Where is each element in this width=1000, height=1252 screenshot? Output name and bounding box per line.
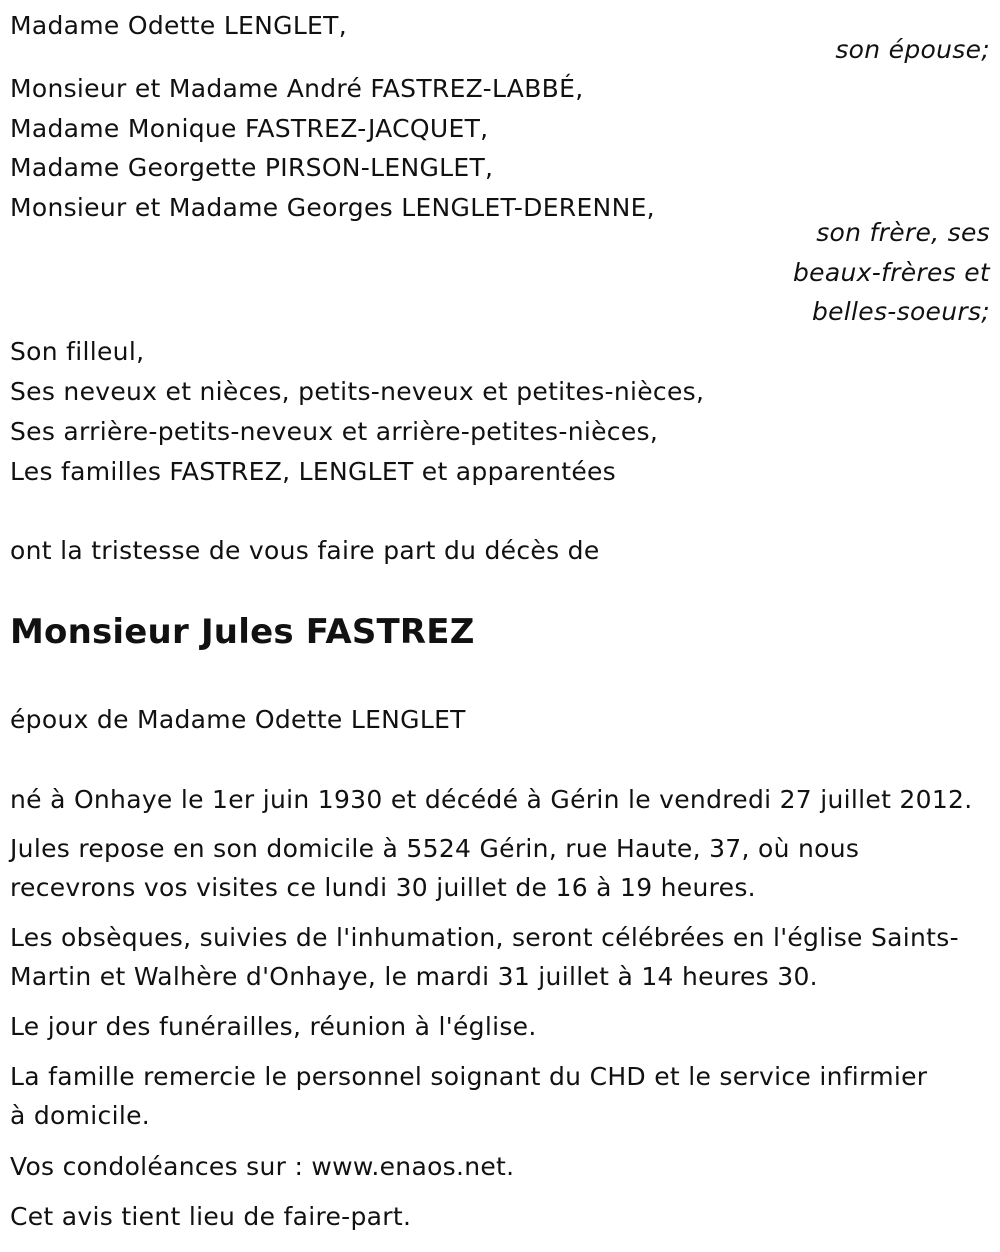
deceased-name: Monsieur Jules FASTREZ — [10, 612, 475, 652]
detail-line: Le jour des funérailles, réunion à l'église. — [10, 1012, 537, 1041]
sibling-line: Monsieur et Madame Georges LENGLET-DERENNE, — [10, 193, 655, 222]
siblings-role-line: belles-soeurs; — [811, 297, 990, 326]
detail-line: Les obsèques, suivies de l'inhumation, seront célébrées en l'église Saints- — [10, 923, 959, 952]
spouse-role: son épouse; — [835, 35, 990, 64]
relative-line: Ses neveux et nièces, petits-neveux et petites-nièces, — [10, 377, 705, 406]
detail-line: Martin et Walhère d'Onhaye, le mardi 31 juillet à 14 heures 30. — [10, 962, 818, 991]
condolences-line: Vos condoléances sur : www.enaos.net. — [10, 1152, 515, 1181]
spouse-name: Madame Odette LENGLET, — [10, 11, 347, 40]
detail-line: Jules repose en son domicile à 5524 Gérin, rue Haute, 37, où nous — [10, 834, 860, 863]
relative-line: Les familles FASTREZ, LENGLET et apparentées — [10, 457, 617, 486]
relative-line: Son filleul, — [10, 337, 145, 366]
detail-line: à domicile. — [10, 1101, 150, 1130]
sibling-line: Madame Georgette PIRSON-LENGLET, — [10, 153, 494, 182]
detail-line: La famille remercie le personnel soignant du CHD et le service infirmier — [10, 1062, 928, 1091]
closing-line: Cet avis tient lieu de faire-part. — [10, 1202, 412, 1231]
relative-line: Ses arrière-petits-neveux et arrière-petites-nièces, — [10, 417, 659, 446]
siblings-role-line: son frère, ses — [816, 218, 990, 247]
sibling-line: Madame Monique FASTREZ-JACQUET, — [10, 114, 489, 143]
siblings-role-line: beaux-frères et — [792, 258, 990, 287]
sibling-line: Monsieur et Madame André FASTREZ-LABBÉ, — [10, 74, 584, 103]
announcement-text: ont la tristesse de vous faire part du décès de — [10, 536, 600, 565]
spouse-of-text: époux de Madame Odette LENGLET — [10, 705, 466, 734]
detail-line: recevrons vos visites ce lundi 30 juillet de 16 à 19 heures. — [10, 873, 756, 902]
detail-line: né à Onhaye le 1er juin 1930 et décédé à Gérin le vendredi 27 juillet 2012. — [10, 785, 973, 814]
